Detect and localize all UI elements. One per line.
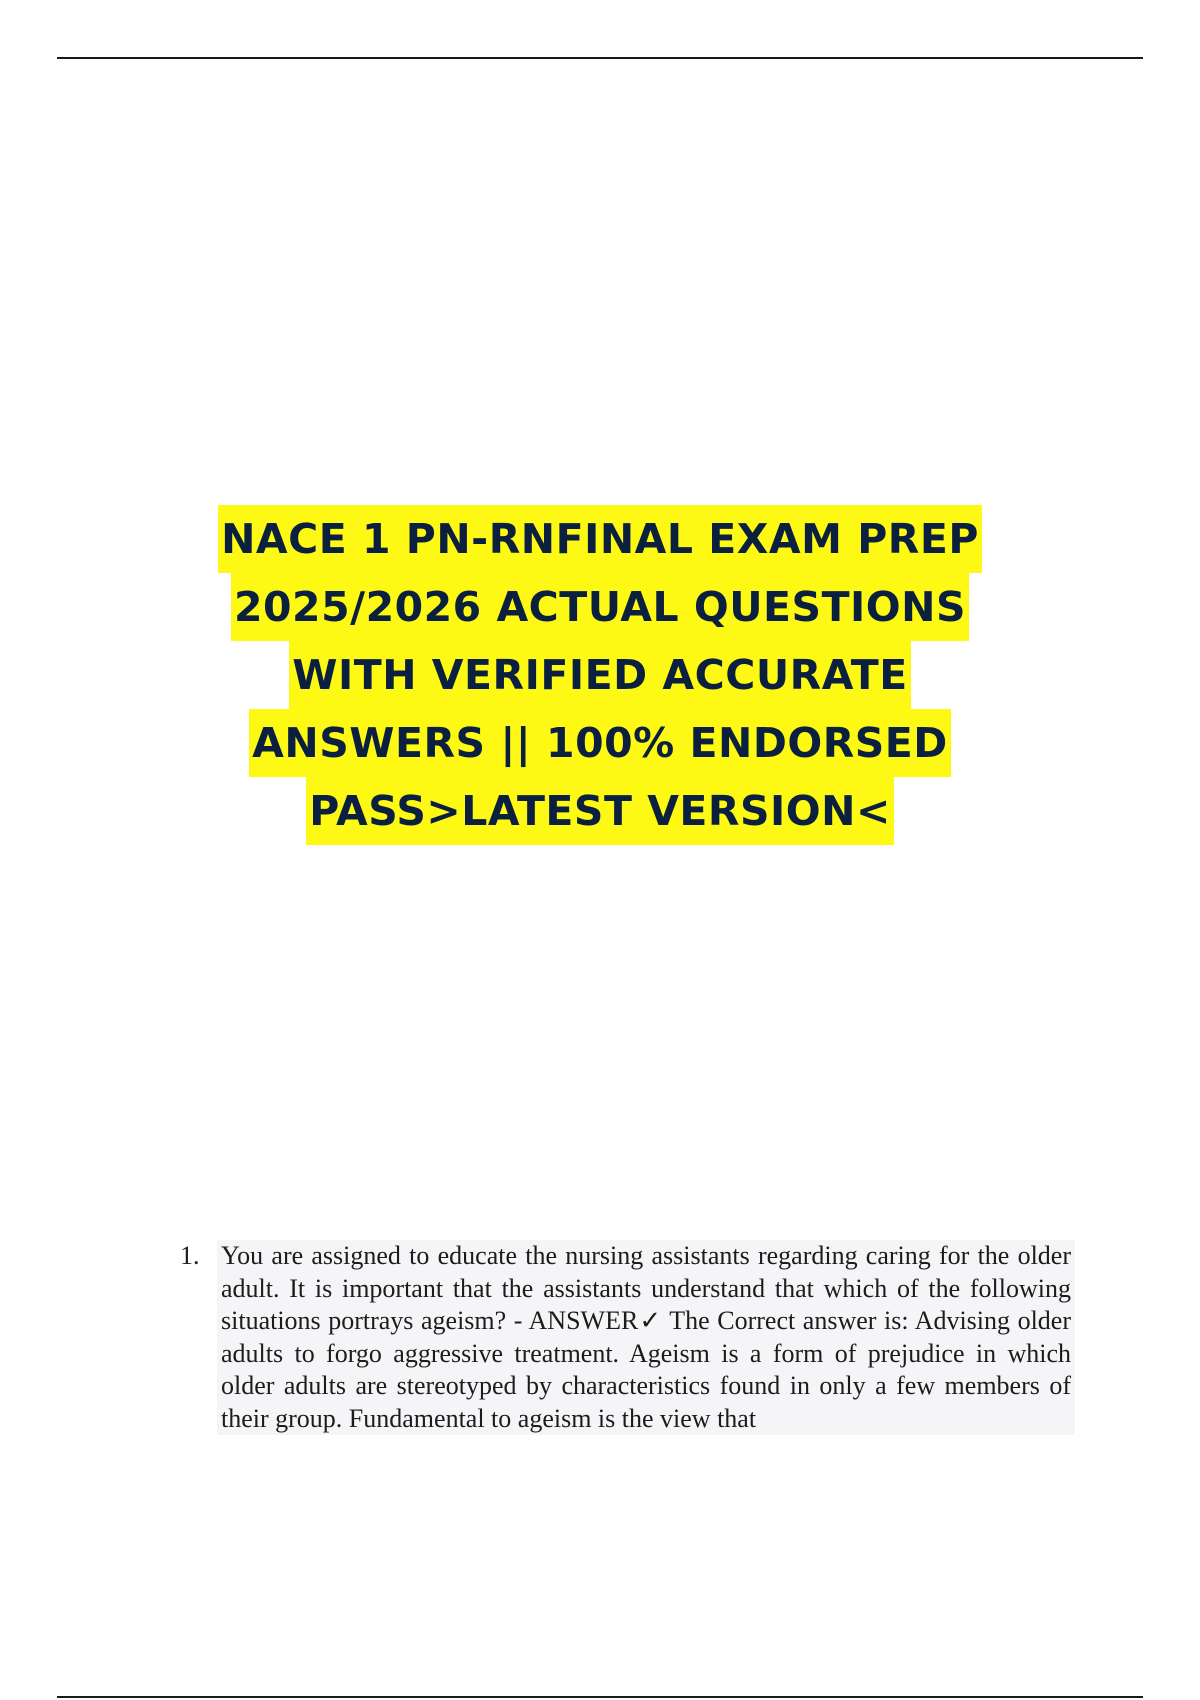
title-line-1-text: NACE 1 PN-RNFINAL EXAM PREP [218, 505, 982, 573]
title-line-2-text: 2025/2026 ACTUAL QUESTIONS [231, 573, 969, 641]
title-line-5-text: PASS>LATEST VERSION< [306, 777, 894, 845]
question-text: You are assigned to educate the nursing assistants regarding caring for the older adult. It is important that the assistants understand that which of the following situations portrays ageism? - ANSWER✓ The Correct answer is: Advising older adults to forgo aggressive treatment. Ageism is a form of prejudice in which older adults are stereotyped by characteristics found in only a few members of their group. Fundamental to ageism is the view that [217, 1240, 1075, 1435]
title-line-3 [150, 641, 1050, 709]
title-line-4 [150, 709, 1050, 777]
question-number: 1. [180, 1241, 200, 1270]
title-line-2 [150, 573, 1050, 641]
bottom-rule [57, 1696, 1143, 1698]
document-title [150, 505, 1050, 845]
title-line-3-text: WITH VERIFIED ACCURATE [289, 641, 910, 709]
title-line-1 [150, 505, 1050, 573]
top-rule [57, 57, 1143, 59]
title-line-4-text: ANSWERS || 100% ENDORSED [249, 709, 951, 777]
title-line-5 [150, 777, 1050, 845]
